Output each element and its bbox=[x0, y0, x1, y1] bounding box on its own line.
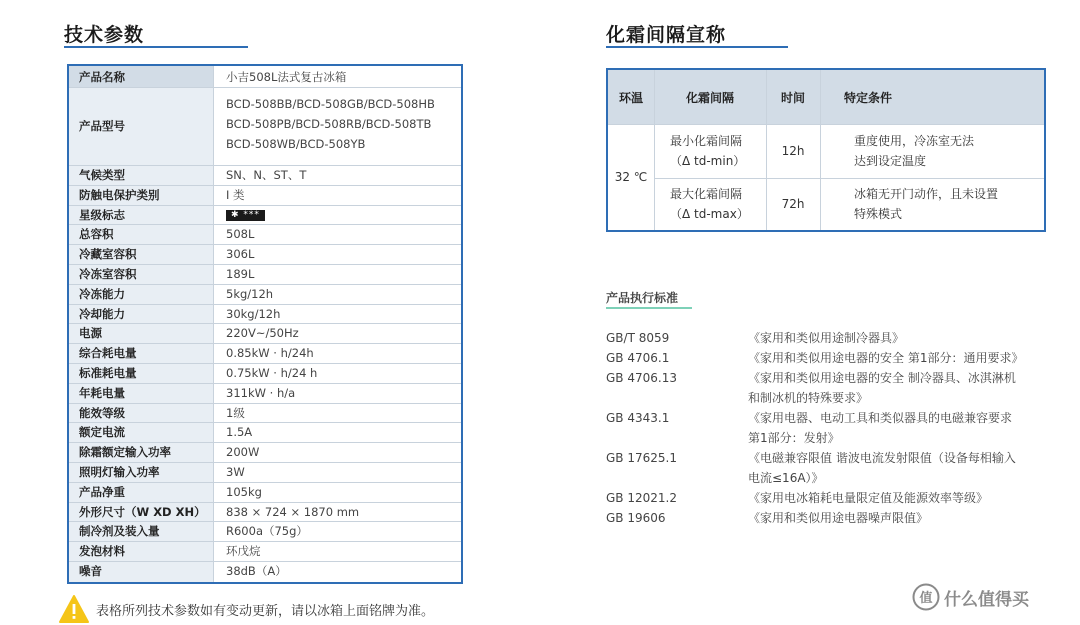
spec-label: 电源 bbox=[69, 324, 214, 343]
spec-label: 冷冻能力 bbox=[69, 285, 214, 304]
standard-row bbox=[606, 328, 1056, 348]
spec-value: 38dB（A） bbox=[226, 563, 287, 578]
spec-row bbox=[69, 245, 461, 265]
spec-row bbox=[69, 423, 461, 443]
standards-title-underline bbox=[606, 307, 692, 309]
watermark bbox=[912, 583, 1029, 611]
interval-min-label: 最小化霜间隔 bbox=[670, 134, 743, 148]
spec-value: 1.5A bbox=[226, 425, 253, 440]
spec-row bbox=[69, 364, 461, 384]
spec-row bbox=[69, 344, 461, 364]
spec-value: 小吉508L法式复古冰箱 bbox=[226, 70, 347, 84]
spec-row-product-name bbox=[69, 66, 461, 88]
spec-row bbox=[69, 503, 461, 523]
standard-code: GB 4706.13 bbox=[606, 371, 677, 385]
standard-desc-line: 和制冰机的特殊要求》 bbox=[748, 391, 869, 405]
spec-row bbox=[69, 542, 461, 562]
spec-label: 除霜额定输入功率 bbox=[69, 443, 214, 462]
spec-label: 产品名称 bbox=[69, 66, 214, 87]
ambient-temp-value: 32 ℃ bbox=[614, 170, 648, 184]
standard-desc bbox=[748, 348, 1056, 368]
spec-value: 3W bbox=[226, 464, 245, 479]
spec-value: SN、N、ST、T bbox=[226, 168, 307, 182]
spec-label: 气候类型 bbox=[69, 166, 214, 185]
spec-row bbox=[69, 186, 461, 206]
standard-desc-line: 《家用和类似用途制冷器具》 bbox=[748, 331, 905, 345]
spec-row bbox=[69, 384, 461, 404]
spec-label: 制冷剂及装入量 bbox=[69, 522, 214, 541]
spec-value: I 类 bbox=[226, 187, 245, 202]
interval-max-symbol: （Δ td-max） bbox=[670, 207, 749, 221]
spec-value: 306L bbox=[226, 247, 255, 262]
condition-line: 达到设定温度 bbox=[854, 154, 927, 168]
standard-desc-line: 《家用和类似用途电器噪声限值》 bbox=[748, 511, 929, 525]
standard-desc-line: 《家用电冰箱耗电量限定值及能源效率等级》 bbox=[748, 491, 989, 505]
standards-title: 产品执行标准 bbox=[606, 291, 679, 305]
standard-desc-line: 电流≤16A）》 bbox=[748, 471, 824, 485]
spec-value: 311kW · h/a bbox=[226, 385, 296, 400]
model-line: BCD-508BB/BCD-508GB/BCD-508HB bbox=[226, 97, 435, 111]
spec-row bbox=[69, 463, 461, 483]
header-defrost-interval: 化霜间隔 bbox=[654, 70, 766, 124]
spec-table bbox=[67, 64, 463, 584]
spec-row-model bbox=[69, 88, 461, 166]
header-conditions: 特定条件 bbox=[820, 70, 1044, 124]
spec-value: 200W bbox=[226, 445, 260, 460]
spec-row bbox=[69, 305, 461, 325]
condition-line: 重度使用，冷冻室无法 bbox=[854, 134, 975, 148]
spec-label: 星级标志 bbox=[69, 206, 214, 225]
spec-label: 产品型号 bbox=[69, 88, 214, 165]
standard-desc-line: 《电磁兼容限值 谐波电流发射限值（设备每相输入 bbox=[748, 451, 1016, 465]
standard-desc-line: 《家用和类似用途电器的安全 制冷器具、冰淇淋机 bbox=[748, 371, 1016, 385]
header-ambient-temp: 环温 bbox=[608, 70, 654, 124]
standard-desc bbox=[748, 328, 1056, 348]
standard-row bbox=[606, 348, 1056, 368]
standard-desc bbox=[748, 408, 1056, 448]
spec-value: 0.75kW · h/24 h bbox=[226, 365, 318, 380]
spec-value bbox=[214, 206, 461, 225]
warning-icon bbox=[58, 594, 90, 624]
spec-value: 189L bbox=[226, 266, 255, 281]
standard-desc bbox=[748, 368, 1056, 408]
grid-line bbox=[654, 70, 655, 230]
model-line: BCD-508PB/BCD-508RB/BCD-508TB bbox=[226, 117, 432, 131]
spec-label: 发泡材料 bbox=[69, 542, 214, 561]
interval-max-label: 最大化霜间隔 bbox=[670, 187, 743, 201]
spec-row bbox=[69, 225, 461, 245]
spec-label: 年耗电量 bbox=[69, 384, 214, 403]
defrost-title-underline bbox=[606, 46, 788, 48]
spec-row bbox=[69, 404, 461, 424]
standard-code: GB 4706.1 bbox=[606, 351, 670, 365]
watermark-text: 什么值得买 bbox=[944, 589, 1029, 610]
grid-line bbox=[654, 178, 1044, 179]
freezer-star-rating-badge: ✱ *** bbox=[226, 210, 265, 221]
spec-row bbox=[69, 285, 461, 305]
spec-row bbox=[69, 483, 461, 503]
interval-min-symbol: （Δ td-min） bbox=[670, 154, 746, 168]
standard-row bbox=[606, 408, 1056, 448]
spec-row-star-rating bbox=[69, 206, 461, 226]
standard-row bbox=[606, 368, 1056, 408]
model-line: BCD-508WB/BCD-508YB bbox=[226, 137, 366, 151]
defrost-title: 化霜间隔宣称 bbox=[606, 24, 727, 46]
spec-value: 5kg/12h bbox=[226, 286, 274, 301]
standard-desc-line: 《家用电器、电动工具和类似器具的电磁兼容要求 bbox=[748, 411, 1013, 425]
spec-value: 0.85kW · h/24h bbox=[226, 346, 314, 361]
standard-desc-line: 《家用和类似用途电器的安全 第1部分：通用要求》 bbox=[748, 351, 1024, 365]
header-time: 时间 bbox=[766, 70, 820, 124]
spec-value: 105kg bbox=[226, 484, 262, 499]
spec-row bbox=[69, 324, 461, 344]
spec-value: R600a（75g） bbox=[226, 524, 308, 539]
condition-line: 冰箱无开门动作，且未设置 bbox=[854, 187, 999, 201]
footnote bbox=[58, 594, 434, 624]
spec-label: 防触电保护类别 bbox=[69, 186, 214, 205]
spec-label: 照明灯输入功率 bbox=[69, 463, 214, 482]
time-max: 72h bbox=[781, 197, 805, 211]
spec-label: 能效等级 bbox=[69, 404, 214, 423]
spec-label: 冷藏室容积 bbox=[69, 245, 214, 264]
spec-label: 冷冻室容积 bbox=[69, 265, 214, 284]
spec-row bbox=[69, 265, 461, 285]
spec-row bbox=[69, 562, 461, 582]
interval-min bbox=[654, 124, 766, 178]
tech-spec-title: 技术参数 bbox=[64, 24, 145, 46]
condition-line: 特殊模式 bbox=[854, 207, 903, 221]
condition-min bbox=[820, 124, 1044, 178]
spec-value-models bbox=[214, 88, 461, 165]
standard-code: GB 17625.1 bbox=[606, 451, 677, 465]
defrost-table bbox=[606, 68, 1046, 232]
standard-row bbox=[606, 448, 1056, 488]
spec-value: 838 × 724 × 1870 mm bbox=[226, 504, 360, 519]
standard-desc-line: 第1部分：发射》 bbox=[748, 431, 840, 445]
standard-desc bbox=[748, 508, 1056, 528]
standard-code: GB/T 8059 bbox=[606, 331, 670, 345]
spec-row bbox=[69, 166, 461, 186]
spec-label: 总容积 bbox=[69, 225, 214, 244]
time-min: 12h bbox=[781, 144, 805, 158]
standard-desc bbox=[748, 448, 1056, 488]
spec-label: 噪音 bbox=[69, 562, 214, 582]
spec-label: 产品净重 bbox=[69, 483, 214, 502]
standard-code: GB 12021.2 bbox=[606, 491, 677, 505]
standard-desc bbox=[748, 488, 1056, 508]
interval-max bbox=[654, 178, 766, 230]
grid-line bbox=[820, 70, 821, 230]
footnote-text: 表格所列技术参数如有变动更新，请以冰箱上面铭牌为准。 bbox=[96, 603, 435, 619]
spec-value: 508L bbox=[226, 227, 255, 242]
spec-label: 额定电流 bbox=[69, 423, 214, 442]
spec-label: 冷却能力 bbox=[69, 305, 214, 324]
spec-row bbox=[69, 443, 461, 463]
spec-value: 环戊烷 bbox=[226, 544, 261, 559]
spec-label: 外形尺寸（W XD XH） bbox=[69, 503, 214, 522]
grid-line bbox=[608, 124, 1044, 125]
tech-spec-title-underline bbox=[64, 46, 248, 48]
spec-label: 标准耗电量 bbox=[69, 364, 214, 383]
standard-row bbox=[606, 508, 1056, 528]
spec-value: 220V~/50Hz bbox=[226, 326, 299, 341]
spec-value: 1级 bbox=[226, 405, 245, 420]
spec-row bbox=[69, 522, 461, 542]
standard-row bbox=[606, 488, 1056, 508]
spec-label: 综合耗电量 bbox=[69, 344, 214, 363]
spec-value: 30kg/12h bbox=[226, 306, 281, 321]
standard-code: GB 4343.1 bbox=[606, 411, 670, 425]
condition-max bbox=[820, 178, 1044, 230]
grid-line bbox=[766, 70, 767, 230]
standard-code: GB 19606 bbox=[606, 511, 666, 525]
svg-text:值: 值 bbox=[919, 591, 933, 606]
zhi-icon bbox=[912, 583, 940, 611]
